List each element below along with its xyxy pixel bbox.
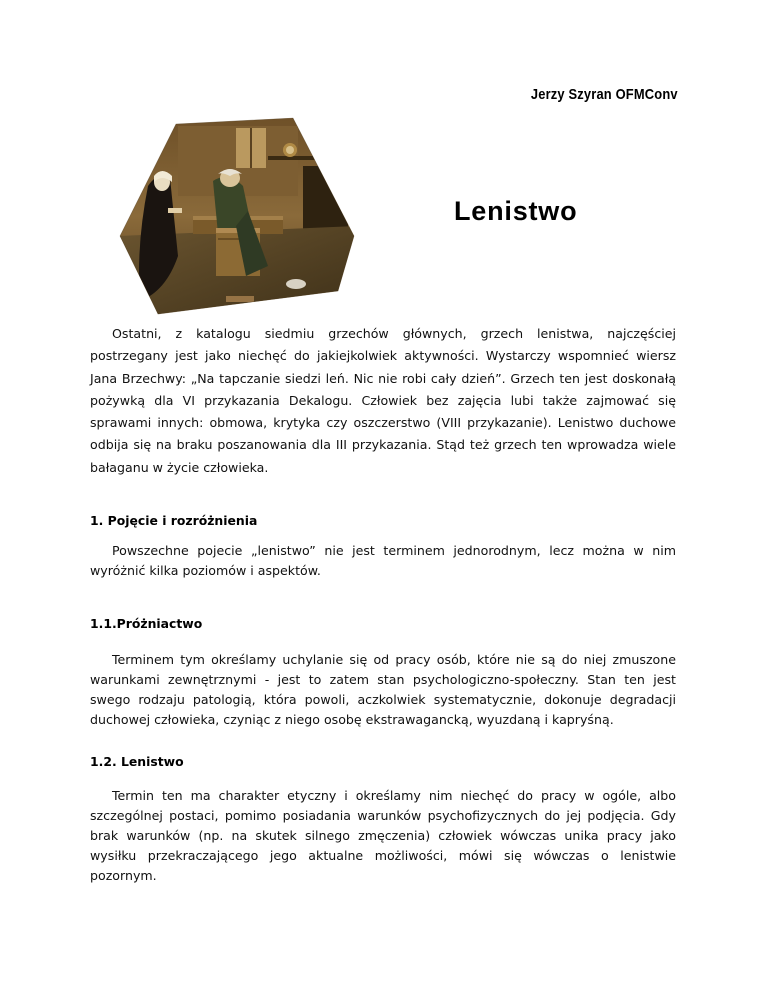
page-title: Lenistwo (454, 196, 578, 226)
section-heading-lenistwo: 1.2. Lenistwo (90, 754, 184, 769)
section-paragraph-lenistwo: Termin ten ma charakter etyczny i określamy nim niechęć do pracy w ogóle, albo szczególnej postaci, pomimo posiadania warunków psychofizycznych do jej podjęcia. Gdy brak warunków (np. na skutek silnego zmęczenia) człowiek wówczas unika pracy jako wysiłku przekraczającego jego aktualne możliwości, mówi się wówczas o lenistwie pozornym. (90, 788, 676, 883)
author-name: Jerzy Szyran OFMConv (531, 86, 678, 103)
section-heading-pojecie: 1. Pojęcie i rozróżnienia (90, 513, 258, 528)
intro-paragraph: Ostatni, z katalogu siedmiu grzechów głównych, grzech lenistwa, najczęściej postrzegany jest jako niechęć do jakiejkolwiek aktywności. Wystarczy wspomnieć wiersz Jana Brzechwy: „Na tapczanie siedzi leń. Nic nie robi cały dzień”. Grzech ten jest doskonałą pożywką dla VI przykazania Dekalogu. Człowiek bez zajęcia lubi także zajmować się sprawami innych: obmowa, krytyka czy oszczerstwo (VIII przykazanie). Lenistwo duchowe odbija się na braku poszanowania dla III przykazania. Stąd też grzech ten wprowadza wiele bałaganu w życie człowieka. (90, 326, 676, 475)
section-heading-prozniactwo: 1.1.Próżniactwo (90, 616, 203, 631)
painting-image (118, 116, 358, 316)
section-paragraph-prozniactwo: Terminem tym określamy uchylanie się od pracy osób, które nie są do niej zmuszone warunkami zewnętrznymi - jest to zatem stan psychologiczno-społeczny. Stan ten jest swego rodzaju patologią, która powoli, aczkolwiek systematycznie, dokonuje degradacji duchowej człowieka, czyniąc z niego osobę ekstrawagancką, wyuzdaną i kapryśną. (90, 652, 676, 727)
section-paragraph-pojecie: Powszechne pojecie „lenistwo” nie jest terminem jednorodnym, lecz można w nim wyróżnić kilka poziomów i aspektów. (90, 543, 676, 578)
